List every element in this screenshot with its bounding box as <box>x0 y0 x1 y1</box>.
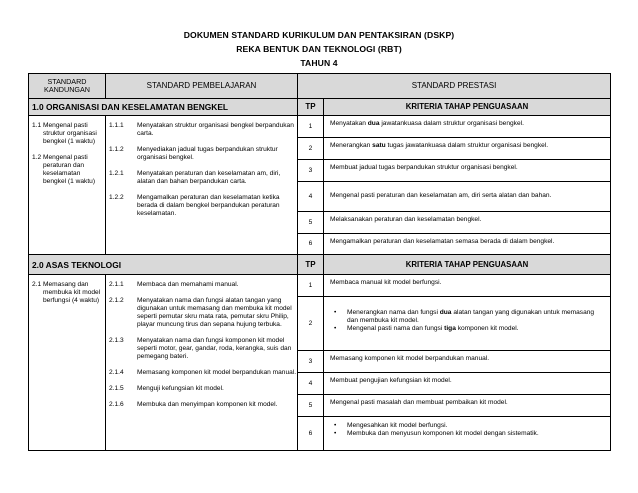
year-title: TAHUN 4 <box>300 58 338 68</box>
tp-number: 3 <box>298 160 324 182</box>
col-standard-pembelajaran: STANDARD PEMBELAJARAN <box>106 74 298 99</box>
standard-pembelajaran-cell <box>106 116 298 255</box>
column-header-row <box>29 74 611 99</box>
standard-kandungan-cell <box>29 275 106 451</box>
tp-header: TP <box>298 99 324 116</box>
kriteria-text: Mengamalkan peraturan dan keselamatan semasa berada di dalam bengkel. <box>324 234 611 255</box>
kriteria-header: KRITERIA TAHAP PENGUASAAN <box>324 99 611 116</box>
pembelajaran-item: 2.1.2 Menyatakan nama dan fungsi alatan tangan yang digunakan untuk memasang dan membuka kit model seperti pemutar skru mata rata, pemutar skru Philip, playar muncung tirus dan sepana hujung terbuka. <box>109 297 292 328</box>
tp-number: 3 <box>298 351 324 373</box>
standard-pembelajaran-cell <box>106 275 298 451</box>
tp-number: 1 <box>298 116 324 138</box>
tp-header: TP <box>298 255 324 275</box>
kriteria-text: Menerangkan satu tugas jawatankuasa dalam struktur organisasi bengkel. <box>324 138 611 160</box>
tp-number: 1 <box>298 275 324 297</box>
tp-number: 4 <box>298 182 324 212</box>
pembelajaran-item: 2.1.5 Menguji kefungsian kit model. <box>109 385 224 392</box>
col-standard-kandungan: STANDARD KANDUNGAN <box>29 74 106 99</box>
kriteria-bullet: • Membuka dan menyusun komponen kit model dengan sistematik. <box>330 430 605 438</box>
pembelajaran-item: 2.1.4 Memasang komponen kit model berpandukan manual. <box>109 369 297 376</box>
pembelajaran-item: 1.1.1 Menyatakan struktur organisasi bengkel berpandukan carta. <box>109 122 294 137</box>
kriteria-text: Memasang komponen kit model berpandukan manual. <box>324 351 611 373</box>
tp-number: 5 <box>298 212 324 234</box>
kriteria-text: Membuat jadual tugas berpandukan struktur organisasi bengkel. <box>324 160 611 182</box>
kriteria-bullet: • Menerangkan nama dan fungsi dua alatan tangan yang digunakan untuk memasang dan membuka kit model. <box>330 309 605 325</box>
pembelajaran-item: 1.2.1 Menyatakan peraturan dan keselamatan am, diri, alatan dan bahan berpandukan carta. <box>109 170 281 185</box>
table-row <box>29 116 611 138</box>
section-1-title: 1.0 ORGANISASI DAN KESELAMATAN BENGKEL <box>29 99 298 116</box>
kriteria-text: Membuat pengujian kefungsian kit model. <box>324 373 611 395</box>
standard-kandungan-cell <box>29 116 106 255</box>
kriteria-bullet: • Mengesahkan kit model berfungsi. <box>330 422 605 430</box>
kriteria-bullets <box>324 417 611 451</box>
kriteria-text: Melaksanakan peraturan dan keselamatan bengkel. <box>324 212 611 234</box>
kriteria-text: Mengenal pasti peraturan dan keselamatan am, diri serta alatan dan bahan. <box>324 182 611 212</box>
kriteria-text: Membaca manual kit model berfungsi. <box>324 275 611 297</box>
tp-number: 6 <box>298 417 324 451</box>
subject-title: REKA BENTUK DAN TEKNOLOGI (RBT) <box>236 44 402 54</box>
kandungan-item: 2.1 Memasang dan membuka kit model berfungsi (4 waktu) <box>32 281 101 304</box>
pembelajaran-item: 2.1.6 Membuka dan menyimpan komponen kit model. <box>109 401 278 408</box>
tp-number: 5 <box>298 395 324 417</box>
tp-number: 4 <box>298 373 324 395</box>
dskp-table <box>28 73 611 451</box>
kriteria-bullets <box>324 297 611 351</box>
document-title: DOKUMEN STANDARD KURIKULUM DAN PENTAKSIRAN (DSKP) <box>183 30 455 40</box>
tp-number: 6 <box>298 234 324 255</box>
section-header-row <box>29 99 611 116</box>
kriteria-bullet: • Mengenal pasti nama dan fungsi tiga komponen kit model. <box>330 325 605 333</box>
section-2-title: 2.0 ASAS TEKNOLOGI <box>29 255 298 275</box>
pembelajaran-item: 1.2.2 Mengamalkan peraturan dan keselamatan ketika berada di dalam bengkel berpandukan peraturan keselamatan. <box>109 194 280 217</box>
section-header-row <box>29 255 611 275</box>
kriteria-header: KRITERIA TAHAP PENGUASAAN <box>324 255 611 275</box>
pembelajaran-item: 2.1.3 Menyatakan nama dan fungsi komponen kit model seperti motor, gear, gandar, roda, kerangka, suis dan pemegang bateri. <box>109 337 292 360</box>
table-row <box>29 275 611 297</box>
col-standard-prestasi: STANDARD PRESTASI <box>298 74 611 99</box>
tp-number: 2 <box>298 138 324 160</box>
kriteria-text: Mengenal pasti masalah dan membuat pembaikan kit model. <box>324 395 611 417</box>
pembelajaran-item: 1.1.2 Menyediakan jadual tugas berpandukan struktur organisasi bengkel. <box>109 146 278 161</box>
kandungan-item: 1.1 Mengenal pasti struktur organisasi bengkel (1 waktu) <box>32 122 97 145</box>
kriteria-text: Menyatakan dua jawatankuasa dalam struktur organisasi bengkel. <box>324 116 611 138</box>
tp-number: 2 <box>298 297 324 351</box>
pembelajaran-item: 2.1.1 Membaca dan memahami manual. <box>109 281 239 288</box>
kandungan-item: 1.2 Mengenal pasti peraturan dan keselamatan bengkel (1 waktu) <box>32 154 96 185</box>
